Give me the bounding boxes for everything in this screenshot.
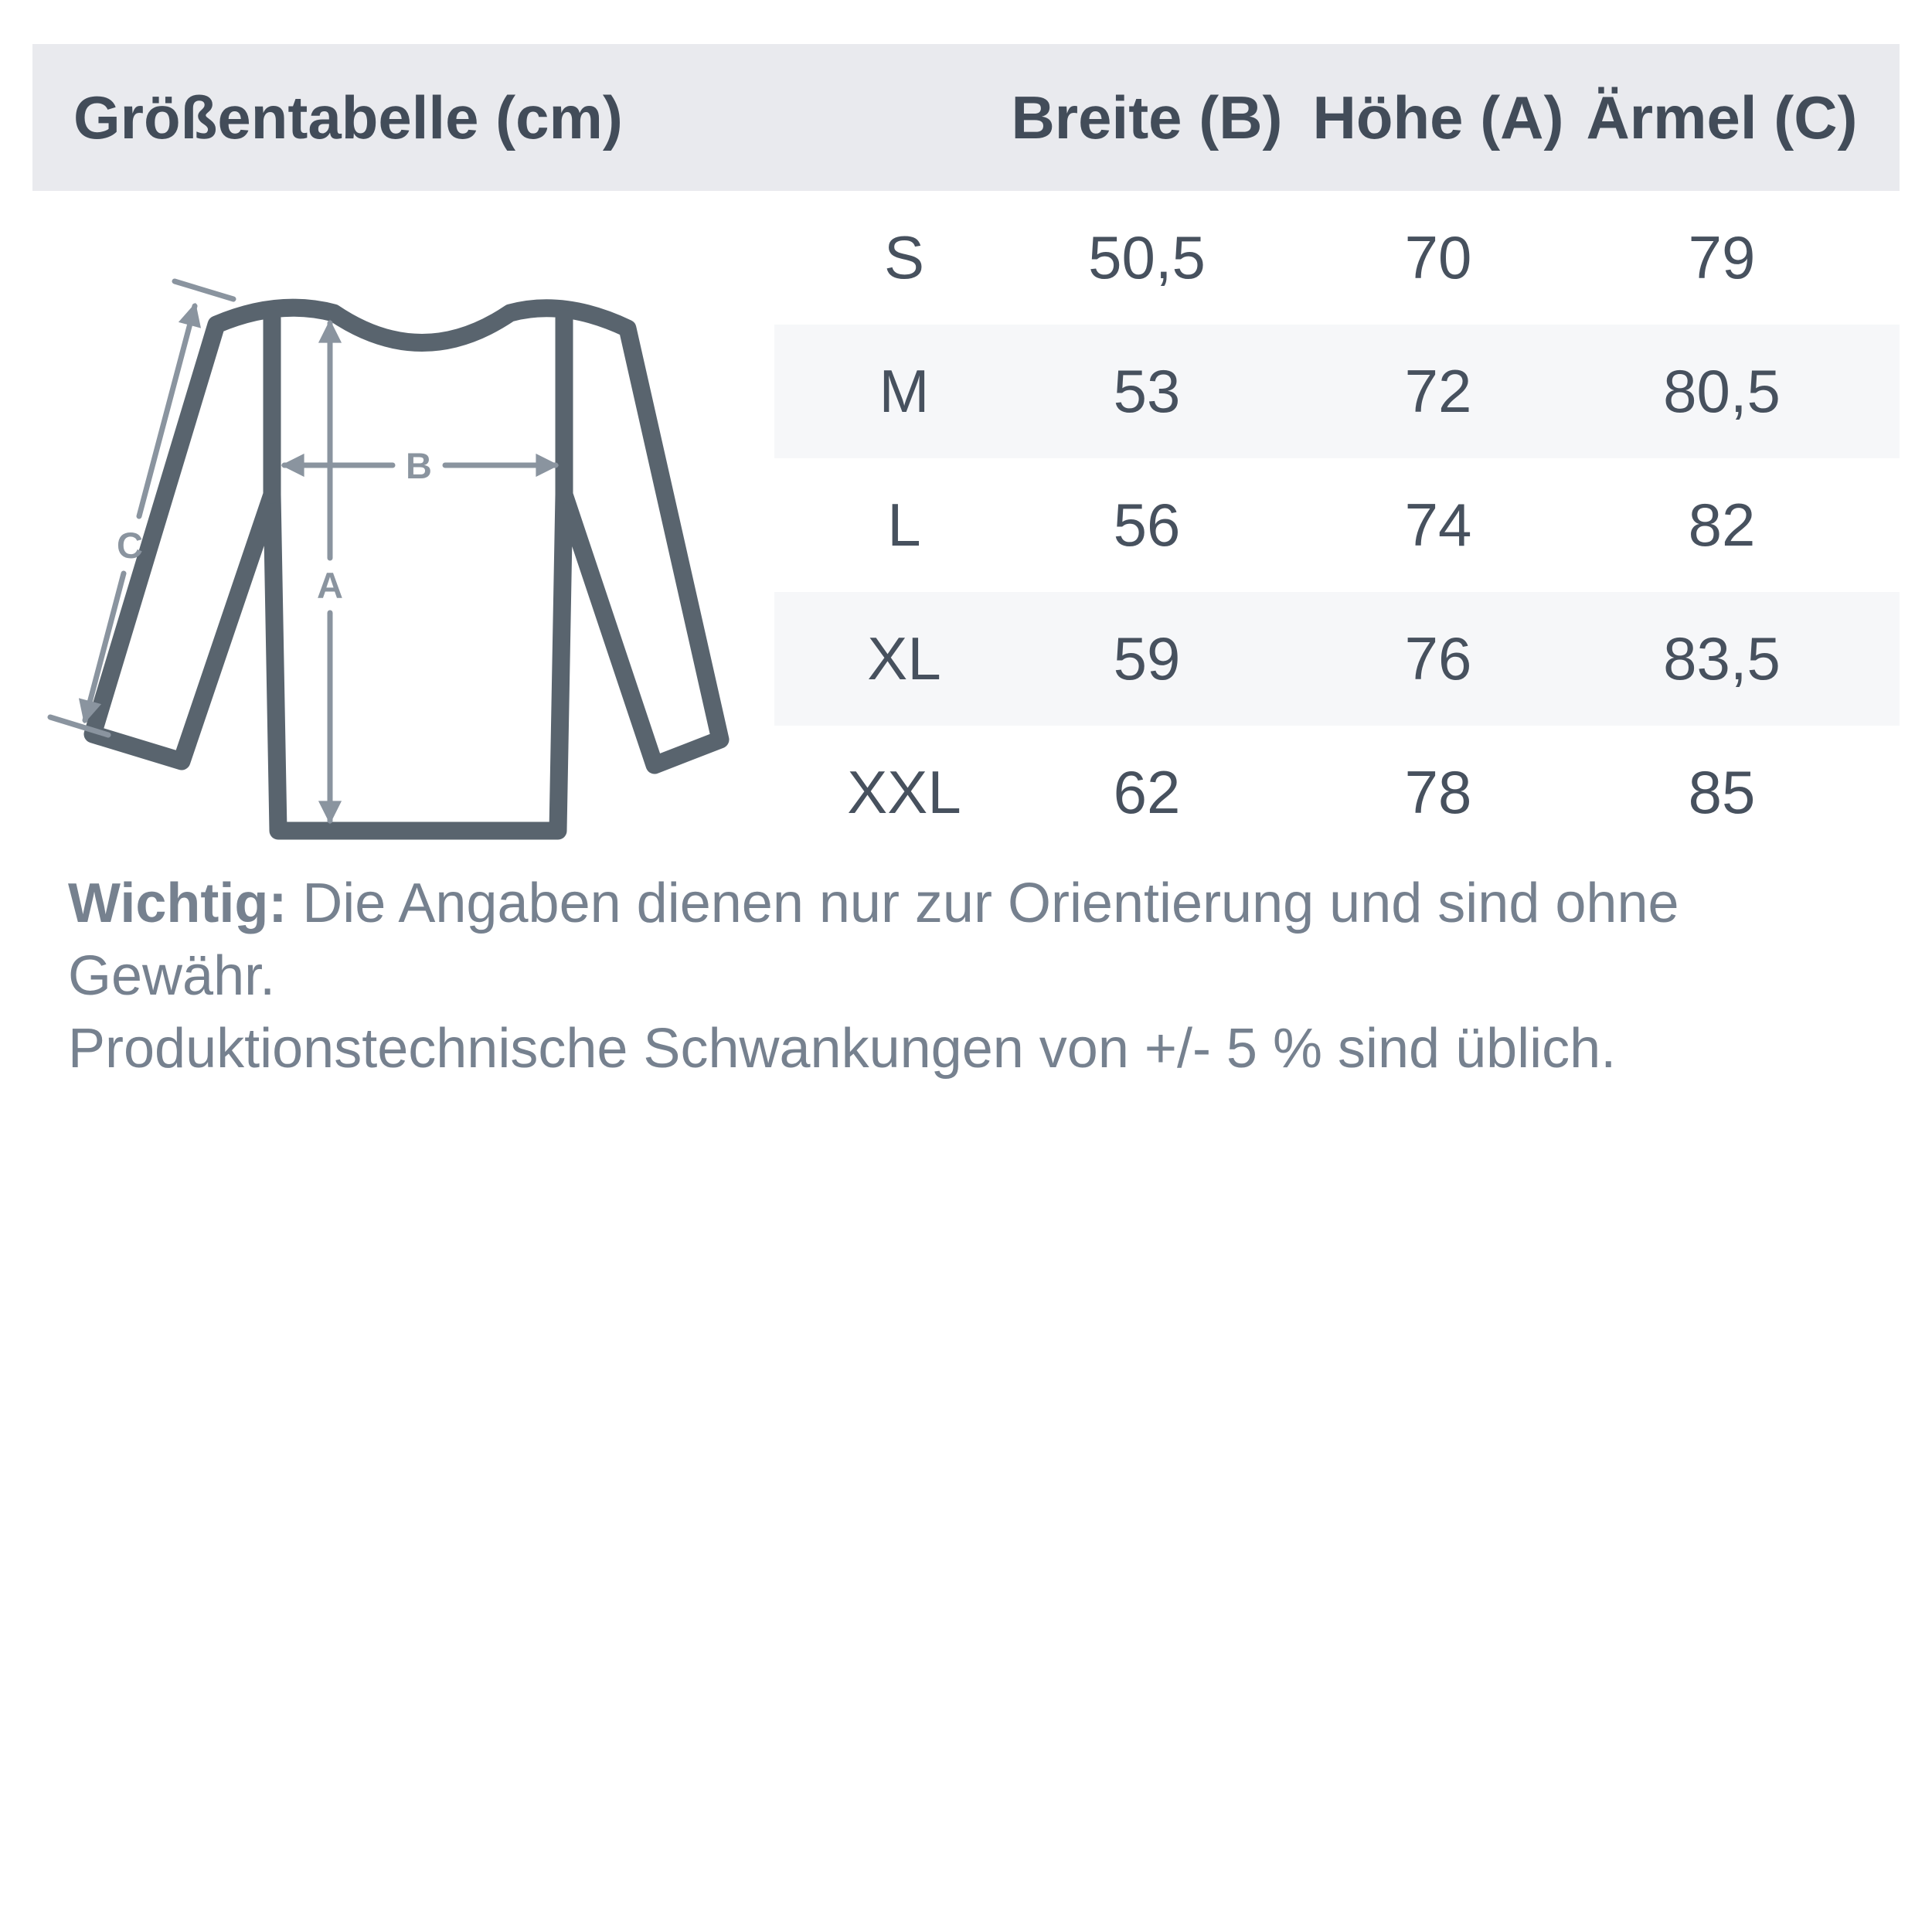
hoehe-value: 70 [1404,223,1472,291]
aermel-value: 83,5 [1663,624,1781,692]
table-header-bar [32,44,1900,191]
aermel-value: 79 [1688,223,1756,291]
dimension-arrow-a [317,323,343,821]
hoehe-value: 74 [1404,491,1472,559]
dimension-label-c: C [117,525,143,566]
table-row [774,458,1900,592]
note-line1: Die Angaben dienen nur zur Orientierung und sind ohne Gewähr. [68,872,1679,1007]
dimension-label-a: A [317,565,343,606]
breite-value: 59 [1113,624,1181,692]
hoehe-value: 72 [1404,357,1472,425]
column-header-aermel: Ärmel (C) [1586,83,1858,151]
note-bold-prefix: Wichtig: [68,872,287,934]
size-table [774,191,1900,859]
size-label: M [879,357,930,425]
disclaimer-note [68,867,1869,1085]
breite-value: 62 [1113,758,1181,826]
column-header-breite: Breite (B) [1011,83,1283,151]
breite-value: 50,5 [1088,223,1206,291]
aermel-value: 82 [1688,491,1756,559]
column-header-hoehe: Höhe (A) [1312,83,1564,151]
breite-value: 53 [1113,357,1181,425]
table-row [774,325,1900,458]
note-line2: Produktionstechnische Schwankungen von +/- 5 % sind üblich. [68,1018,1617,1080]
size-label: L [887,491,921,559]
table-row [774,191,1900,325]
size-label: S [883,223,925,291]
aermel-value: 85 [1688,758,1756,826]
table-row [774,592,1900,726]
hoehe-value: 78 [1404,758,1472,826]
aermel-value: 80,5 [1663,357,1781,425]
size-label: XXL [847,758,961,826]
dimension-label-b: B [406,445,432,486]
breite-value: 56 [1113,491,1181,559]
dimension-arrow-b [284,445,556,486]
table-row [774,726,1900,859]
sweater-outline-icon [93,308,720,831]
sweater-measurement-diagram [23,270,796,858]
page-title: Größentabelle (cm) [73,83,623,151]
size-label: XL [867,624,941,692]
hoehe-value: 76 [1404,624,1472,692]
